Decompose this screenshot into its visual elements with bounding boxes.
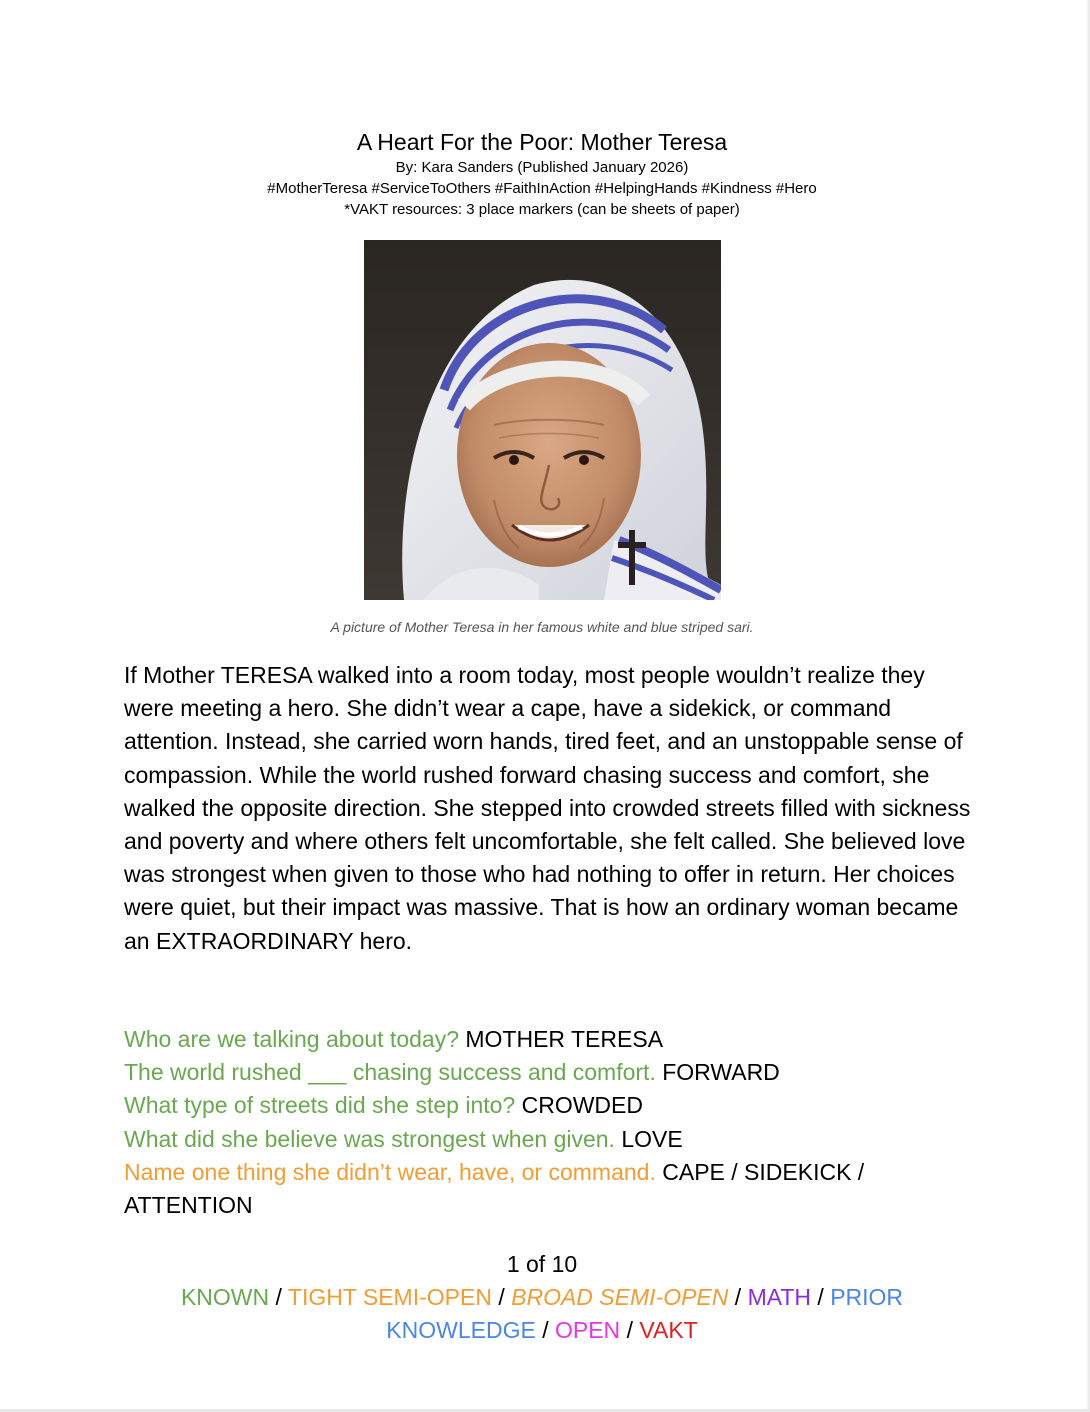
legend-open: OPEN bbox=[554, 1317, 621, 1343]
document-header bbox=[0, 127, 1084, 220]
answer-text: FORWARD bbox=[662, 1059, 780, 1086]
page-edge bbox=[1086, 0, 1090, 1412]
photo-caption: A picture of Mother Teresa in her famous white and blue striped sari. bbox=[330, 619, 754, 635]
intro-paragraph: If Mother TERESA walked into a room today, most people wouldn’t realize they were meeting a hero. She didn’t wear a cape, have a sidekick, or command attention. Instead, she carried worn hands, tired feet, and an unstoppable sense of compassion. While the world rushed forward chasing success and comfort, she walked the opposite direction. She stepped into crowded streets filled with sickness and poverty and where others felt uncomfortable, she felt called. She believed love was strongest when given to those who had nothing to offer in return. Her choices were quiet, but their impact was massive. That is how an ordinary woman became an EXTRAORDINARY hero. bbox=[124, 662, 971, 954]
question-item bbox=[124, 1156, 974, 1222]
question-text: What did she believe was strongest when given. bbox=[124, 1125, 615, 1152]
legend-separator: / bbox=[275, 1284, 282, 1310]
answer-text: LOVE bbox=[621, 1125, 683, 1152]
question-item bbox=[124, 1023, 974, 1056]
question-text: What type of streets did she step into? bbox=[124, 1092, 516, 1119]
question-type-legend bbox=[132, 1281, 952, 1347]
legend-separator: / bbox=[817, 1284, 824, 1310]
answer-text: MOTHER TERESA bbox=[465, 1026, 664, 1052]
legend-math: MATH bbox=[747, 1284, 812, 1310]
legend-separator: / bbox=[542, 1317, 549, 1343]
question-item bbox=[124, 1123, 974, 1156]
answer-text: CAPE / SIDEKICK / ATTENTION bbox=[124, 1158, 865, 1219]
mother-teresa-photo bbox=[364, 240, 721, 600]
answer-text: CROWDED bbox=[521, 1092, 643, 1119]
question-text: The world rushed ___ chasing success and comfort. bbox=[124, 1059, 656, 1086]
legend-broad-semi-open: BROAD SEMI-OPEN bbox=[511, 1284, 729, 1310]
question-item bbox=[124, 1089, 974, 1122]
legend-separator: / bbox=[734, 1284, 742, 1310]
question-text: Who are we talking about today? bbox=[124, 1026, 459, 1052]
byline: By: Kara Sanders (Published January 2026) bbox=[395, 159, 689, 176]
legend-vakt: VAKT bbox=[639, 1317, 698, 1343]
document-title: A Heart For the Poor: Mother Teresa bbox=[356, 129, 728, 155]
legend-separator: / bbox=[498, 1284, 505, 1310]
page-footer bbox=[0, 1248, 1084, 1347]
legend-prior-knowledge: PRIOR KNOWLEDGE bbox=[386, 1284, 904, 1343]
hashtags: #MotherTeresa #ServiceToOthers #FaithInAction #HelpingHands #Kindness #Hero bbox=[267, 180, 817, 197]
question-list bbox=[124, 1023, 974, 1222]
legend-separator: / bbox=[626, 1317, 633, 1343]
vakt-resources: *VAKT resources: 3 place markers (can be sheets of paper) bbox=[344, 201, 740, 218]
legend-known: KNOWN bbox=[180, 1284, 270, 1310]
legend-tight-semi-open: TIGHT SEMI-OPEN bbox=[287, 1284, 492, 1310]
page-indicator: 1 of 10 bbox=[506, 1251, 578, 1277]
question-text: Name one thing she didn’t wear, have, or command. bbox=[124, 1158, 656, 1185]
question-item bbox=[124, 1056, 974, 1089]
